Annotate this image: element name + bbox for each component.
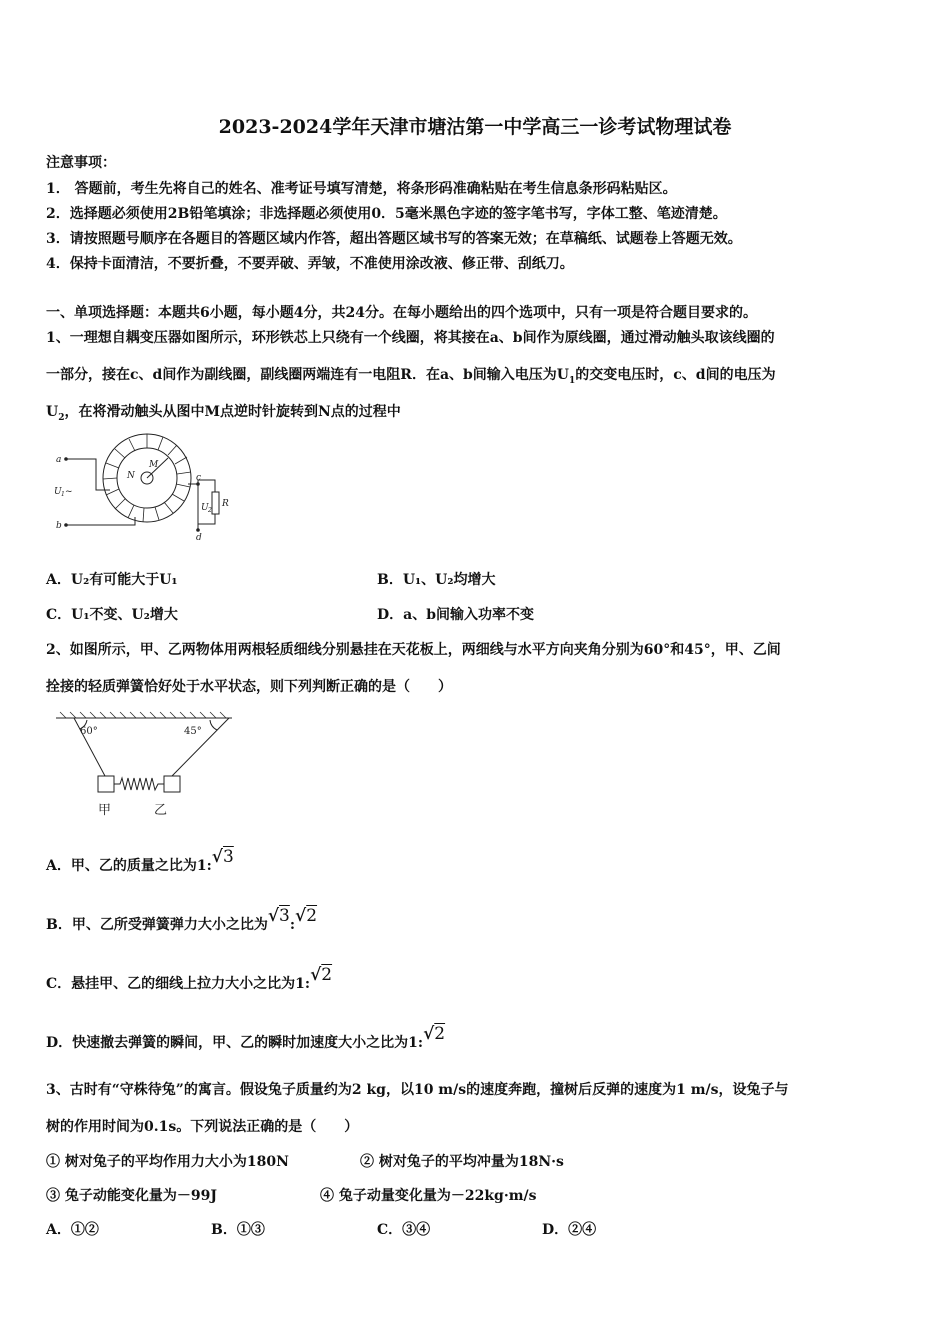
notice-heading: 注意事项： [46,155,116,171]
q2-option-b-text: B．甲、乙所受弹簧弹力大小之比为 [46,917,268,933]
q1-sub: 2 [58,412,65,423]
label-R: R [222,499,229,509]
sqrt-icon: √ [295,906,307,926]
label-U1-sub: 1 [61,491,65,498]
transformer-figure [50,432,250,544]
q3-option-c: C．③④ [377,1222,431,1238]
label-U2-sub: 2 [208,507,212,514]
q2-option-c [46,965,333,993]
q2-option-d-text: D．快速撤去弹簧的瞬间，甲、乙的瞬时加速度大小之比为1: [46,1035,424,1051]
label-U2: U [201,503,209,513]
label-jia: 甲 [98,803,112,818]
notice-item: 3．请按照题号顺序在各题目的答题区域内作答，超出答题区域书写的答案无效；在草稿纸、试题卷上答题无效。 [46,231,742,247]
q3-statement: ④ 兔子动量变化量为－22kg·m/s [320,1188,537,1204]
q2-line: 2、如图所示，甲、乙两物体用两根轻质细线分别悬挂在天花板上，两细线与水平方向夹角分别为60°和45°，甲、乙间 [46,642,781,658]
q3-statement: ② 树对兔子的平均冲量为18N·s [360,1154,564,1170]
q1-line: 1、一理想自耦变压器如图所示，环形铁芯上只绕有一个线圈，将其接在a、b间作为原线圈，通过滑动触头取该线圈的 [46,330,775,346]
q1-option-b: B．U₁、U₂均增大 [377,572,496,588]
q3-option-b: B．①③ [211,1222,265,1238]
notice-item: 1． 答题前，考生先将自己的姓名、准考证号填写清楚，将条形码准确粘贴在考生信息条形码粘贴区。 [46,181,677,197]
q3-statement: ③ 兔子动能变化量为－99J [46,1188,217,1204]
q2-option-a [46,847,234,875]
label-a: a [56,455,62,465]
label-d: d [196,533,202,543]
label-tilde: ~ [65,487,73,497]
q1-option-d: D．a、b间输入功率不变 [377,607,535,623]
q3-line: 树的作用时间为0.1s。下列说法正确的是（ ） [46,1119,359,1135]
angle-60: 60° [80,726,98,737]
label-U1: U [54,487,62,497]
q2-option-c-text: C．悬挂甲、乙的细线上拉力大小之比为1: [46,976,311,992]
q2-option-b [46,906,318,934]
label-M: M [149,460,159,470]
sqrt-value: 3 [222,847,234,867]
sqrt-value: 2 [306,906,318,926]
sqrt-value: 2 [321,965,333,985]
q1-line [46,401,401,423]
q1-text: 的交变电压时，c、d间的电压为 [575,367,776,383]
page-title: 2023-2024学年天津市塘沽第一中学高三一诊考试物理试卷 [218,116,732,138]
label-b: b [56,521,62,531]
section-heading: 一、单项选择题：本题共6小题，每小题4分，共24分。在每小题给出的四个选项中，只有一项是符合题目要求的。 [46,305,757,321]
q3-option-a: A．①② [46,1222,99,1238]
q2-option-d [46,1024,446,1052]
notice-item: 2．选择题必须使用2B铅笔填涂；非选择题必须使用0．5毫米黑色字迹的签字笔书写，字体工整、笔迹清楚。 [46,206,727,222]
sqrt-icon: √ [423,1024,435,1044]
q1-text: ，在将滑动触头从图中M点逆时针旋转到N点的过程中 [64,404,401,420]
sqrt-icon: √ [310,965,322,985]
q3-line: 3、古时有“守株待兔”的寓言。假设兔子质量约为2 kg，以10 m/s的速度奔跑，撞树后反弹的速度为1 m/s，设兔子与 [46,1082,789,1098]
sqrt-value: 2 [434,1024,446,1044]
label-N: N [127,471,135,481]
label-yi: 乙 [154,803,168,818]
q1-text: 一部分，接在c、d间作为副线圈，副线圈两端连有一电阻R．在a、b间输入电压为U [46,367,570,383]
sqrt-icon: √ [267,906,280,926]
sqrt-icon: √ [211,847,223,867]
q1-sub: 1 [569,375,576,386]
q1-line [46,364,776,386]
q1-option-c: C．U₁不变、U₂增大 [46,607,178,623]
sqrt-value: 3 [279,906,290,926]
q3-statement: ① 树对兔子的平均作用力大小为180N [46,1154,289,1170]
q3-option-d: D．②④ [542,1222,597,1238]
ratio-colon: : [289,917,296,933]
q2-line: 拴接的轻质弹簧恰好处于水平状态，则下列判断正确的是（ ） [46,679,452,695]
spring-figure [54,708,236,820]
angle-45: 45° [184,726,202,737]
q2-option-a-text: A．甲、乙的质量之比为1: [46,858,212,874]
notice-item: 4．保持卡面清洁，不要折叠，不要弄破、弄皱，不准使用涂改液、修正带、刮纸刀。 [46,256,574,272]
q1-text: U [46,404,59,420]
label-c: c [196,473,202,483]
q1-option-a: A．U₂有可能大于U₁ [46,572,178,588]
